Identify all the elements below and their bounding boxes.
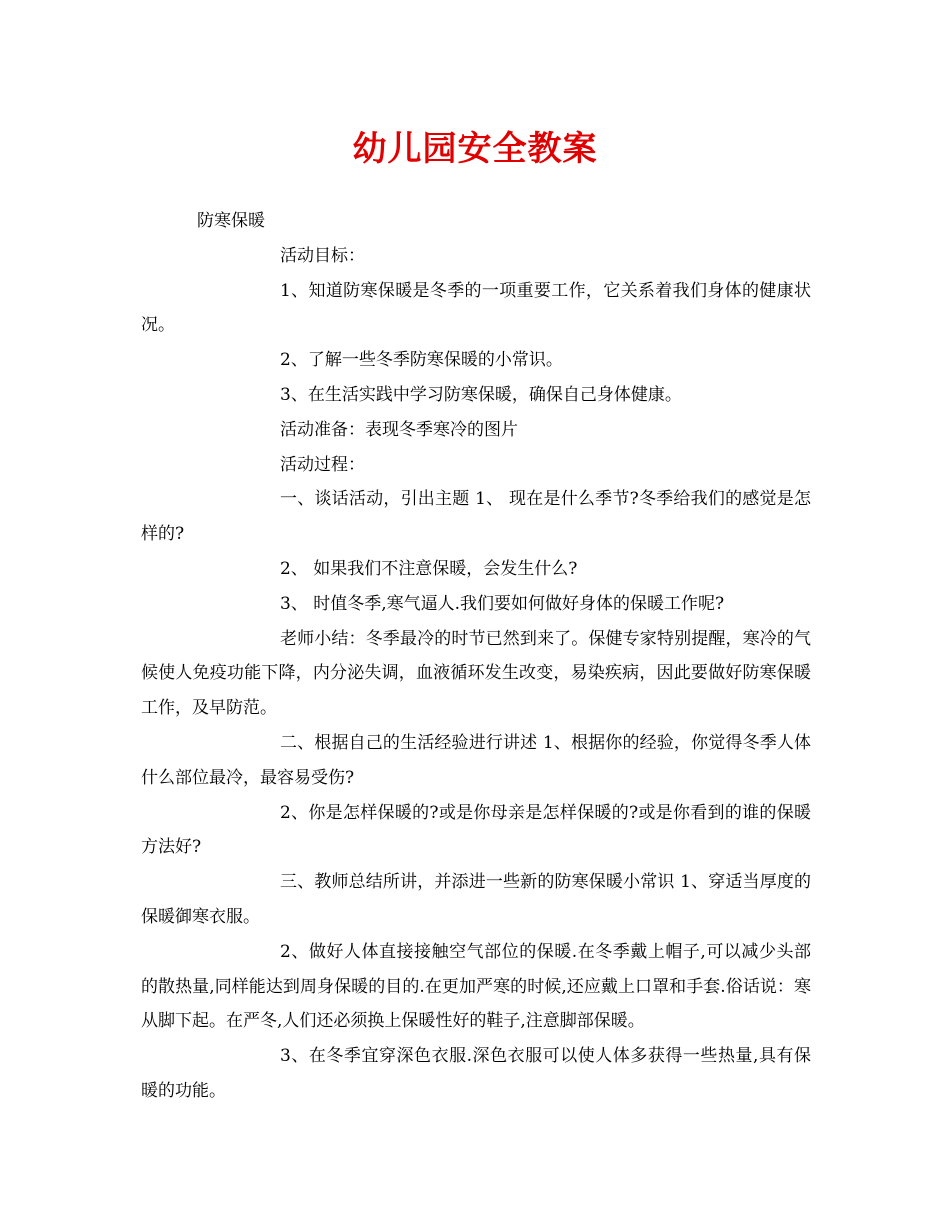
paragraph: 2、你是怎样保暖的?或是你母亲是怎样保暖的?或是你看到的谁的保暖方法好? (141, 802, 811, 858)
paragraph: 3、在冬季宜穿深色衣服.深色衣服可以使人体多获得一些热量,具有保暖的功能。 (141, 1046, 811, 1101)
paragraph: 1、知道防寒保暖是冬季的一项重要工作，它关系着我们身体的健康状况。 (141, 280, 811, 336)
document-title: 幼儿园安全教案 (352, 129, 598, 169)
paragraph: 3、 时值冬季,寒气逼人.我们要如何做好身体的保暖工作呢? (280, 593, 725, 614)
paragraph: 2、了解一些冬季防寒保暖的小常识。 (280, 350, 563, 371)
paragraph: 活动过程： (280, 454, 365, 475)
paragraph: 活动准备：表现冬季寒冷的图片 (280, 419, 518, 440)
paragraph: 2、做好人体直接接触空气部位的保暖.在冬季戴上帽子,可以减少头部的散热量,同样能达到周身保暖的目的.在更加严寒的时候,还应戴上口罩和手套.俗话说：寒从脚下起。在严冬,人们还必须换上保暖性好的鞋子,注意脚部保暖。 (141, 941, 811, 1032)
section-heading: 防寒保暖 (197, 211, 265, 231)
document-body (141, 204, 811, 1109)
paragraph: 二、根据自己的生活经验进行讲述 1、根据你的经验，你觉得冬季人体什么部位最冷，最容易受伤? (141, 732, 811, 788)
paragraph: 老师小结：冬季最冷的时节已然到来了。保健专家特别提醒，寒冷的气候使人免疫功能下降，内分泌失调，血液循环发生改变，易染疾病，因此要做好防寒保暖工作，及早防范。 (141, 628, 811, 719)
paragraph: 一、谈话活动，引出主题 1、 现在是什么季节?冬季给我们的感觉是怎样的? (141, 489, 811, 545)
paragraph: 三、教师总结所讲，并添进一些新的防寒保暖小常识 1、穿适当厚度的保暖御寒衣服。 (141, 872, 811, 927)
paragraph: 2、 如果我们不注意保暖，会发生什么? (280, 558, 578, 579)
paragraph: 3、在生活实践中学习防寒保暖，确保自己身体健康。 (280, 384, 682, 405)
paragraph: 活动目标： (280, 245, 365, 266)
